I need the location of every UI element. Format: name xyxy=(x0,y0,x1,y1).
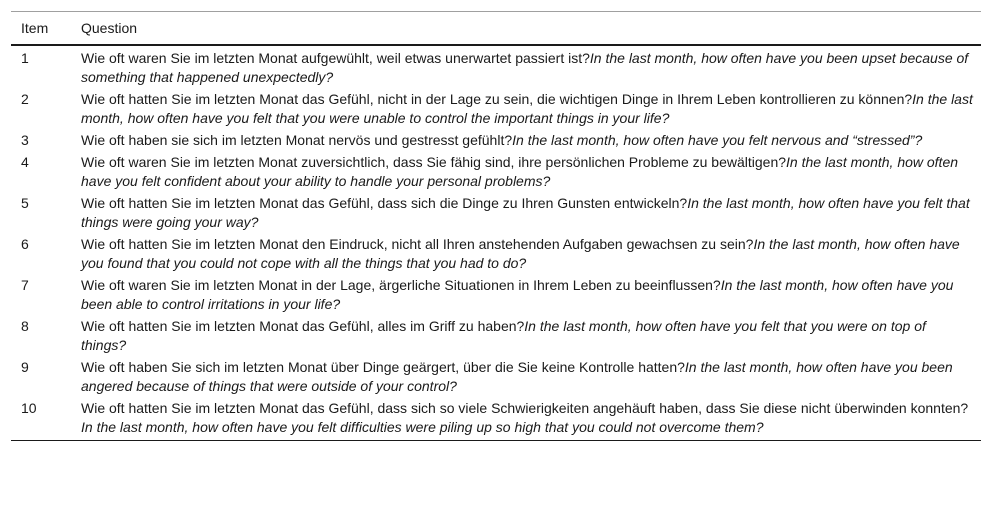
item-number: 8 xyxy=(21,318,29,334)
item-number: 10 xyxy=(11,397,71,441)
table-row xyxy=(11,233,981,274)
question-cell xyxy=(71,274,981,315)
question-english: In the last month, how often have you been able to control irritations in your life? xyxy=(81,277,954,312)
table-row xyxy=(11,315,981,356)
question-cell xyxy=(71,356,981,397)
item-number: 1 xyxy=(21,50,29,66)
question-english: In the last month, how often have you felt difficulties were piling up so high that you could not overcome them? xyxy=(81,419,764,435)
column-header-question: Question xyxy=(71,12,981,46)
question-cell xyxy=(71,233,981,274)
question-cell xyxy=(71,129,981,151)
table-row xyxy=(11,151,981,192)
questionnaire-table-container xyxy=(11,11,981,441)
question-german: Wie oft hatten Sie im letzten Monat den Eindruck, nicht all Ihren anstehenden Aufgaben gewachsen zu sein? xyxy=(81,236,754,252)
question-german: Wie oft hatten Sie im letzten Monat das Gefühl, nicht in der Lage zu sein, die wichtigen Dinge in Ihrem Leben kontrollieren zu können? xyxy=(81,91,913,107)
header-row xyxy=(11,12,981,46)
question-german: Wie oft haben sie sich im letzten Monat nervös und gestresst gefühlt? xyxy=(81,132,513,148)
table-row xyxy=(11,397,981,441)
question-english: In the last month, how often have you been angered because of things that were outside of your control? xyxy=(81,359,953,394)
question-cell xyxy=(71,315,981,356)
question-english: In the last month, how often have you felt that you were unable to control the important things in your life? xyxy=(81,91,973,126)
table-row xyxy=(11,274,981,315)
table-body xyxy=(11,45,981,441)
item-number: 4 xyxy=(21,154,29,170)
question-german: Wie oft haben Sie sich im letzten Monat über Dinge geärgert, über die Sie keine Kontrolle hatten? xyxy=(81,359,685,375)
question-cell xyxy=(71,192,981,233)
question-cell xyxy=(71,45,981,88)
question-english: In the last month, how often have you felt that you were on top of things? xyxy=(81,318,926,353)
question-german: Wie oft hatten Sie im letzten Monat das Gefühl, alles im Griff zu haben? xyxy=(81,318,525,334)
item-number: 5 xyxy=(21,195,29,211)
questionnaire-table xyxy=(11,11,981,441)
question-english: In the last month, how often have you found that you could not cope with all the things that you had to do? xyxy=(81,236,960,271)
column-header-item: Item xyxy=(11,12,71,46)
table-row xyxy=(11,356,981,397)
question-german: Wie oft waren Sie im letzten Monat zuversichtlich, dass Sie fähig sind, ihre persönlichen Probleme zu bewältigen? xyxy=(81,154,787,170)
question-cell xyxy=(71,397,981,441)
question-english: In the last month, how often have you been upset because of something that happened unexpectedly? xyxy=(81,50,969,85)
question-german: Wie oft waren Sie im letzten Monat in der Lage, ärgerliche Situationen in Ihrem Leben zu beeinflussen? xyxy=(81,277,721,293)
item-number: 2 xyxy=(21,91,29,107)
table-row xyxy=(11,192,981,233)
item-number: 7 xyxy=(21,277,29,293)
question-german: Wie oft hatten Sie im letzten Monat das Gefühl, dass sich so viele Schwierigkeiten angehäuft haben, dass Sie diese nicht überwinden konnten? xyxy=(81,400,969,416)
item-number: 9 xyxy=(21,359,29,375)
table-header xyxy=(11,12,981,46)
table-row xyxy=(11,129,981,151)
question-english: In the last month, how often have you felt that things were going your way? xyxy=(81,195,970,230)
question-cell xyxy=(71,151,981,192)
table-row xyxy=(11,45,981,88)
question-cell xyxy=(71,88,981,129)
question-german: Wie oft waren Sie im letzten Monat aufgewühlt, weil etwas unerwartet passiert ist? xyxy=(81,50,590,66)
table-row xyxy=(11,88,981,129)
question-english: In the last month, how often have you felt nervous and “stressed”? xyxy=(512,132,923,148)
question-english: In the last month, how often have you felt confident about your ability to handle your personal problems? xyxy=(81,154,959,189)
question-german: Wie oft hatten Sie im letzten Monat das Gefühl, dass sich die Dinge zu Ihren Gunsten entwickeln? xyxy=(81,195,688,211)
item-number: 3 xyxy=(21,132,29,148)
item-number: 6 xyxy=(21,236,29,252)
